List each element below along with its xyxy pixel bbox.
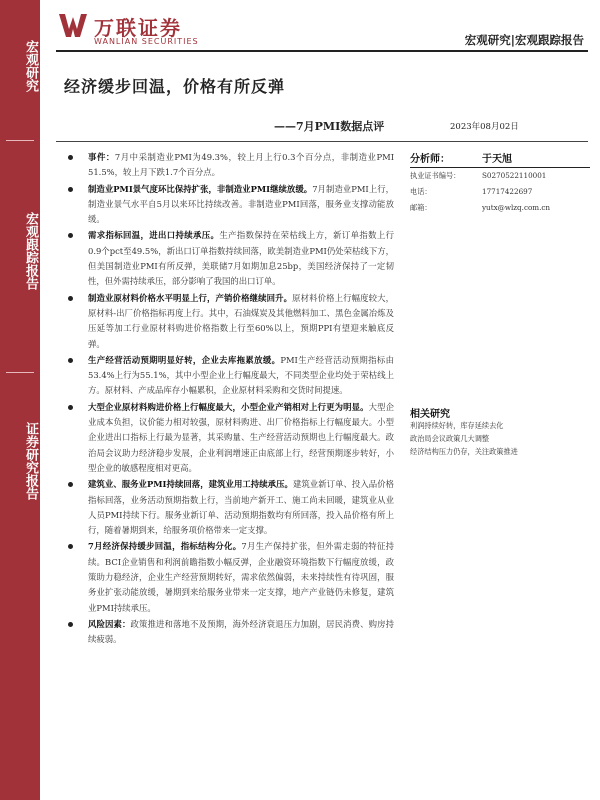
bullet-dot-icon bbox=[68, 482, 73, 487]
bullet-pmi bbox=[64, 182, 394, 228]
info-key: 电话： bbox=[410, 187, 432, 196]
related-research bbox=[410, 405, 590, 458]
bullet-dot-icon bbox=[68, 155, 73, 160]
bullet-body: 政策推进和落地不及预期，海外经济衰退压力加剧，居民消费、购房持续疲弱。 bbox=[88, 618, 395, 645]
bullet-risks bbox=[64, 617, 394, 648]
report-category-tag: 宏观研究|宏观跟踪报告 bbox=[464, 33, 584, 47]
bullet-construction-services bbox=[64, 477, 394, 538]
bullet-dot-icon bbox=[68, 622, 73, 627]
bullet-dot-icon bbox=[68, 358, 73, 363]
sidebar-label-macro-research: 宏观研究 bbox=[23, 40, 38, 92]
bullet-expectations bbox=[64, 353, 394, 399]
left-sidebar bbox=[0, 0, 40, 800]
related-research-title: 相关研究 bbox=[410, 409, 450, 420]
analyst-name: 于天旭 bbox=[482, 154, 512, 165]
bullet-head: 制造业原材料价格水平明显上行，产销价格继续回升。 bbox=[88, 292, 293, 303]
report-date: 2023年08月02日 bbox=[450, 122, 519, 132]
bullet-dot-icon bbox=[68, 187, 73, 192]
bullet-july-summary bbox=[64, 539, 394, 615]
bullet-body: 7月生产保持扩张，但外需走弱的特征持续。BCI企业销售和利润前瞻指数小幅反弹，企业融资环境指数下行幅度放缓，政策助力稳经济，企业生产经营预期转好，需求依然偏弱，未来持续性有待巩固，服务业扩张动能放缓，暑期到来给服务业带来一定支撑，地产产业链仍未修复，建筑业PMI持续承压。 bbox=[88, 541, 395, 613]
sidebar-label-securities-report: 证券研究报告 bbox=[23, 422, 38, 500]
bullet-head: 事件： bbox=[88, 152, 115, 162]
report-subtitle: ——7月PMI数据点评 bbox=[274, 120, 385, 133]
bullet-head: 制造业PMI景气度环比保持扩张，非制造业PMI继续放缓。 bbox=[88, 183, 313, 194]
analyst-label: 分析师： bbox=[410, 154, 450, 165]
bullet-head: 大型企业原材料购进价格上行幅度最大，小型企业产销相对上行更为明显。 bbox=[88, 401, 369, 412]
analyst-phone-row bbox=[410, 184, 590, 200]
bullet-head: 需求指标回温，进出口持续承压。 bbox=[88, 230, 220, 241]
bullet-body: 建筑业新订单、投入品价格指标回落，业务活动预期指数上行，当前地产新开工、施工尚未回暖，建筑业从业人员PMI持续下行。服务业新订单、活动预期指数均有所回落，投入品价格有所上行，随着暑期到来，给服务项价格带来一定支撑。 bbox=[88, 479, 395, 536]
bullet-event bbox=[64, 150, 394, 181]
bullet-body: 原材料价格上行幅度较大，原材料-出厂价格指标再度上行。其中，石油煤炭及其他燃料加工、黑色金属冶炼及压延等加工行业原材料购进价格指数上行至60%以上，预期PPI有望迎来触底反弹。 bbox=[88, 292, 395, 349]
bullet-head: 建筑业、服务业PMI持续回落，建筑业用工持续承压。 bbox=[88, 479, 293, 490]
sidebar-divider bbox=[6, 140, 34, 141]
bullet-demand bbox=[64, 228, 394, 289]
bullet-body: 生产指数保持在荣枯线上方，新订单指数上行0.9个pct至49.5%，新出口订单指数持续回落，欧美制造业PMI仍处荣枯线下方，但美国制造业PMI有所反弹，美联储7月如期加息25bp，美国经济保持了一定韧性，但外需持续承压，部分影响了我国的出口订单。 bbox=[88, 230, 395, 287]
brand-name-cn: 万联证券 bbox=[94, 16, 182, 40]
brand-name-en: WANLIAN SECURITIES bbox=[94, 37, 199, 46]
report-title: 经济缓步回温，价格有所反弹 bbox=[64, 77, 286, 96]
bullet-head: 风险因素： bbox=[88, 618, 131, 629]
related-research-item[interactable]: 经济结构压力仍存，关注政策推进 bbox=[410, 447, 518, 456]
analyst-header bbox=[410, 150, 590, 168]
bullet-dot-icon bbox=[68, 233, 73, 238]
analyst-email-link[interactable]: yutx@wlzq.com.cn bbox=[482, 203, 551, 212]
bullet-enterprise-size bbox=[64, 400, 394, 476]
related-research-item[interactable]: 政治局会议政策几大调整 bbox=[410, 434, 490, 443]
info-value: 17717422697 bbox=[482, 187, 533, 196]
title-rule bbox=[56, 141, 588, 142]
bullet-dot-icon bbox=[68, 405, 73, 410]
info-value: S0270522110001 bbox=[482, 171, 547, 180]
bullet-dot-icon bbox=[68, 296, 73, 301]
header-rule bbox=[56, 50, 588, 52]
wanlian-logo-icon bbox=[58, 10, 88, 40]
analyst-email-row bbox=[410, 200, 590, 216]
info-key: 执业证书编号： bbox=[410, 171, 461, 180]
related-research-item[interactable]: 利润持续好转，库存延续去化 bbox=[410, 421, 504, 430]
bullet-body: PMI生产经营活动预期指标由53.4%上行为55.1%，其中小型企业上行幅度最大，不同类型企业均处于荣枯线上方。原材料、产成品库存小幅累积，企业原材料采购和交货时间提速。 bbox=[88, 354, 394, 396]
bullet-body: 7月制造业PMI上行，制造业景气水平自5月以来环比持续改善。非制造业PMI回落，服务业支撑动能放缓。 bbox=[88, 183, 394, 225]
brand-logo bbox=[58, 10, 228, 48]
sidebar-label-macro-tracking: 宏观跟踪报告 bbox=[23, 212, 38, 290]
sidebar-divider bbox=[6, 372, 34, 373]
bullet-prices bbox=[64, 291, 394, 352]
bullet-body: 7月中采制造业PMI为49.3%，较上月上行0.3个百分点，非制造业PMI 51.5%，较上月下跌1.7个百分点。 bbox=[88, 152, 395, 178]
analyst-panel bbox=[410, 150, 590, 216]
bullet-head: 7月经济保持缓步回温，指标结构分化。 bbox=[88, 541, 242, 552]
bullet-dot-icon bbox=[68, 544, 73, 549]
info-key: 邮箱： bbox=[410, 203, 432, 212]
bullet-body: 大型企业成本负担，议价能力相对较强，原材料购进、出厂价格指标上行幅度最大。小型企业进出口指标上行最为显著，其采购量、生产经营活动预期也上行幅度最大。政治局会议助力经济稳步发展，企业利润增速正由底部上行，经营预期逐步转好，小型企业的敏感程度相对更高。 bbox=[88, 401, 395, 473]
summary-bullets bbox=[64, 150, 394, 649]
analyst-license-row bbox=[410, 168, 590, 184]
bullet-head: 生产经营活动预期明显好转，企业去库拖累放缓。 bbox=[88, 354, 281, 365]
